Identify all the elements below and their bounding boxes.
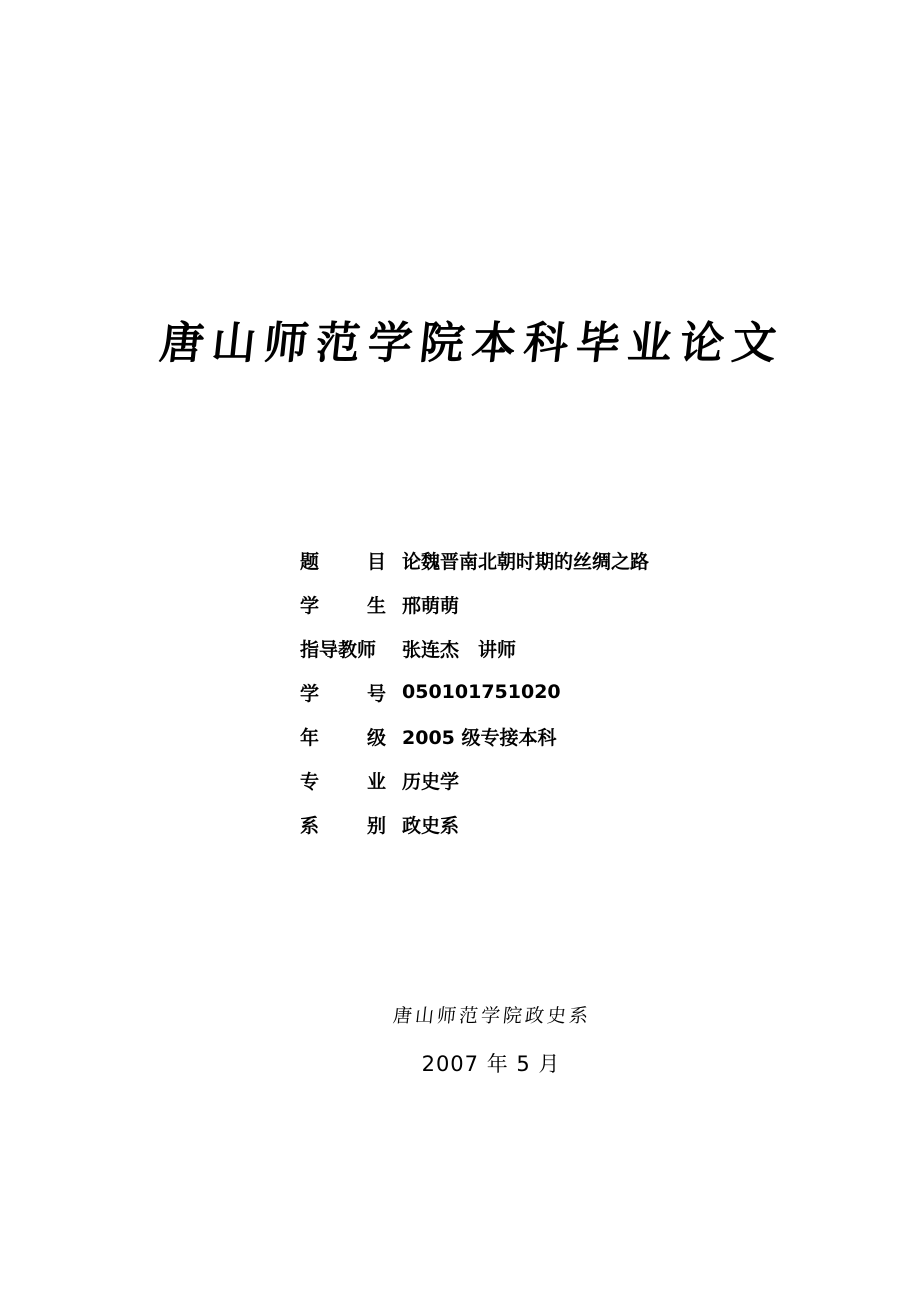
info-label-char: 年 <box>300 726 320 749</box>
info-label <box>300 591 386 618</box>
institution-name: 唐山师范学院政史系 <box>391 1005 593 1027</box>
info-label <box>300 679 386 706</box>
info-row-grade <box>300 714 760 758</box>
info-label <box>300 547 386 574</box>
info-label <box>300 635 386 662</box>
info-value-student: 邢萌萌 <box>402 594 460 617</box>
info-label-char: 级 <box>366 726 386 749</box>
info-row-major <box>300 758 760 802</box>
info-label-char: 目 <box>366 550 386 573</box>
info-label-char: 号 <box>366 682 386 705</box>
info-label-char: 别 <box>366 814 386 837</box>
info-value-student-id: 050101751020 <box>402 681 561 703</box>
info-value-advisor: 张连杰 讲师 <box>402 638 517 661</box>
info-label <box>300 767 386 794</box>
info-value-grade: 2005 级专接本科 <box>402 726 557 749</box>
info-label-char: 生 <box>366 594 386 617</box>
info-label-text: 指导教师 <box>300 638 377 661</box>
info-value-topic: 论魏晋南北朝时期的丝绸之路 <box>402 550 650 573</box>
info-row-department <box>300 802 760 846</box>
info-label <box>300 811 386 838</box>
info-row-student-id <box>300 670 760 714</box>
thesis-title: 唐山师范学院本科毕业论文 <box>157 318 787 369</box>
info-label-char: 题 <box>300 550 320 573</box>
info-value-major: 历史学 <box>402 770 460 793</box>
submission-date: 2007 年 5 月 <box>421 1052 561 1076</box>
info-label-char: 学 <box>300 682 320 705</box>
info-row-student <box>300 582 760 626</box>
info-label-char: 业 <box>366 770 386 793</box>
info-value-department: 政史系 <box>402 814 460 837</box>
info-label <box>300 723 386 750</box>
info-row-title <box>300 538 760 582</box>
info-row-advisor <box>300 626 760 670</box>
thesis-info-table <box>300 538 760 846</box>
info-label-char: 专 <box>300 770 320 793</box>
info-label-char: 学 <box>300 594 320 617</box>
info-label-char: 系 <box>300 814 320 837</box>
